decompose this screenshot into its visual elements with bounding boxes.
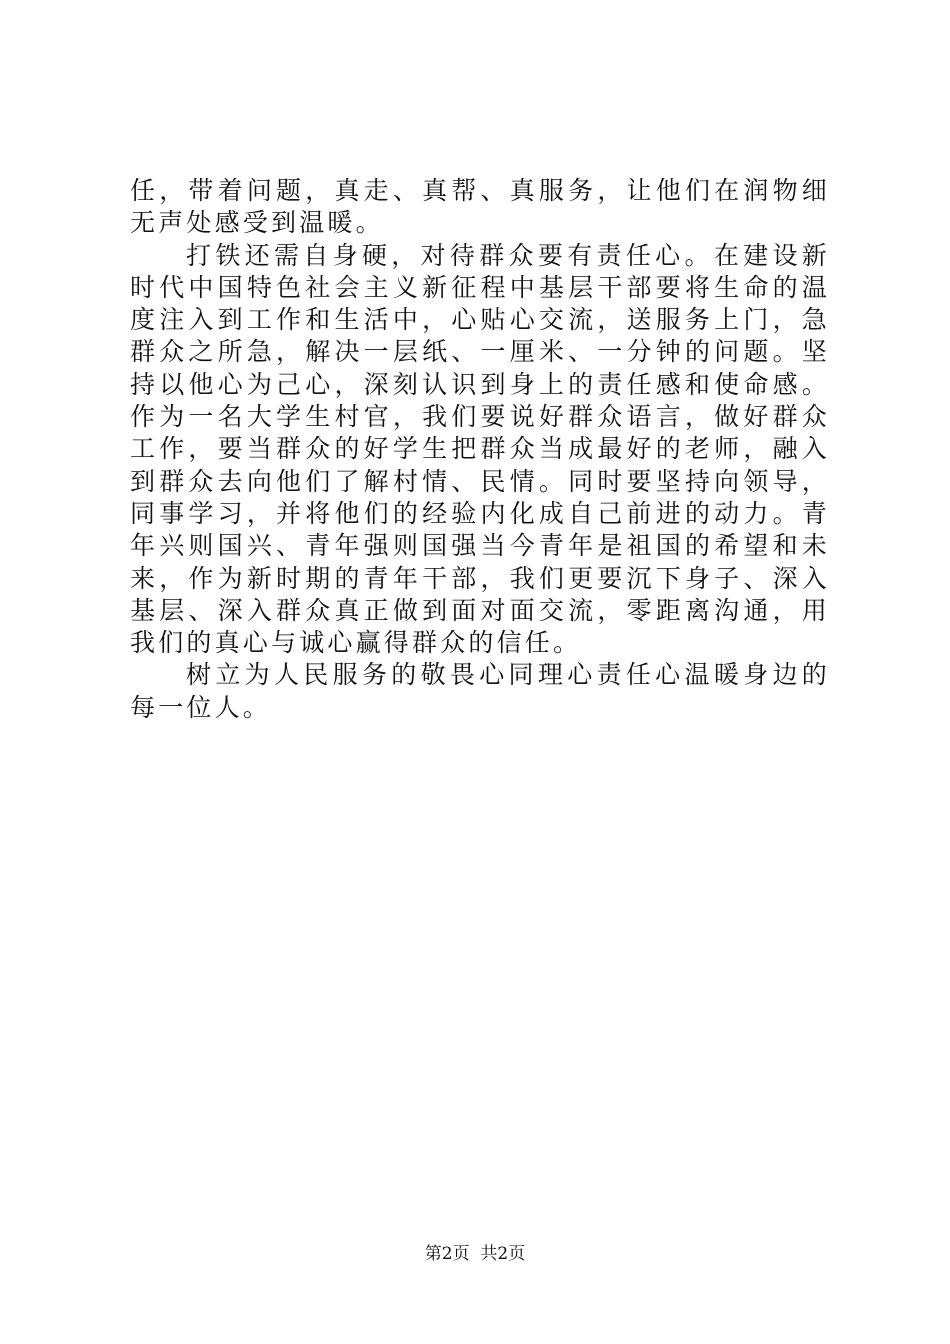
paragraph-conclusion: 树立为人民服务的敬畏心同理心责任心温暖身边的每一位人。 [130,660,830,722]
page-number: 第2页 共2页 [424,1244,526,1264]
paragraph-continuation: 任，带着问题，真走、真帮、真服务，让他们在润物细无声处感受到温暖。 [130,176,830,238]
page-footer [0,1243,950,1265]
document-body [130,175,830,724]
paragraph-responsibility: 打铁还需自身硬，对待群众要有责任心。在建设新时代中国特色社会主义新征程中基层干部要将生命的温度注入到工作和生活中，心贴心交流，送服务上门，急群众之所急，解决一层纸、一厘米、一分钟的问题。坚持以他心为己心，深刻认识到身上的责任感和使命感。作为一名大学生村官，我们要说好群众语言，做好群众工作，要当群众的好学生把群众当成最好的老师，融入到群众去向他们了解村情、民情。同时要坚持向领导，同事学习，并将他们的经验内化成自己前进的动力。青年兴则国兴、青年强则国强当今青年是祖国的希望和未来，作为新时期的青年干部，我们更要沉下身子、深入基层、深入群众真正做到面对面交流，零距离沟通，用我们的真心与诚心赢得群众的信任。 [130,240,830,658]
